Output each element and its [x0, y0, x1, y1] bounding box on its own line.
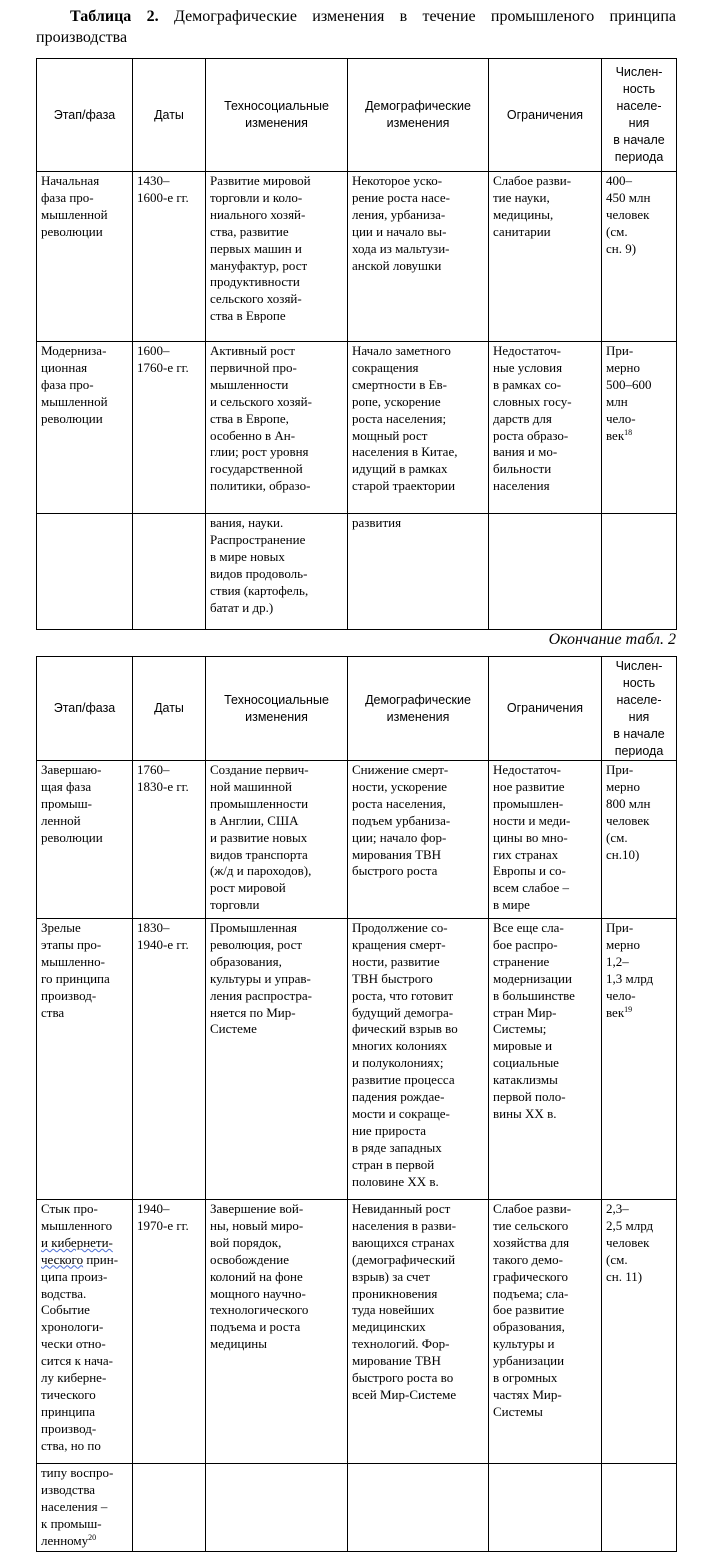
table-number: Таблица 2. [70, 8, 159, 25]
header-population: Числен- ность населе- ния в начале периода [602, 657, 677, 761]
cell-limitations: Недостаточ- ное развитие промышлен- ности и меди- цины во мно- гих странах Европы и со- всем слабое – в мире [489, 761, 602, 919]
cell-dates: 1830– 1940-е гг. [133, 919, 206, 1200]
cell-demographic: Снижение смерт- ности, ускорение роста населения, подъем урбаниза- ции; начало фор- мирования ТВН быстрого роста [348, 761, 489, 919]
footnote-ref: 18 [624, 427, 633, 437]
cell-dates: 1600– 1760-е гг. [133, 342, 206, 514]
spellcheck-underline: и кибернети- ческого [41, 1234, 113, 1267]
cell-limitations: Слабое разви- тие сельского хозяйства для такого демо- графического подъема; сла- бое развитие образования, культуры и урбанизации в огромных частях Мир- Системы [489, 1200, 602, 1464]
cell-population: При- мерно 1,2– 1,3 млрд чело- век$^{19}$ [602, 919, 677, 1200]
header-techno-social: Техносоциальные изменения [206, 59, 348, 172]
cell-population [602, 514, 677, 630]
cell-limitations [489, 1464, 602, 1552]
cell-phase: Зрелые этапы про- мышленно- го принципа производ- ства [37, 919, 133, 1200]
cell-population [602, 1464, 677, 1552]
table-title: Демографические изменения в течение промышленого принципа производства [36, 8, 676, 46]
cell-demographic: развития [348, 514, 489, 630]
cell-techno-social [206, 1464, 348, 1552]
table-row [37, 761, 677, 919]
cell-demographic: Продолжение со- кращения смерт- ности, развитие ТВН быстрого роста, что готовит будущий демогра- фический взрыв во многих колониях и полуколониях; развитие процесса падения рождае- мости и сокраще- ние прироста в ряде западных стран в первой половине XX в. [348, 919, 489, 1200]
header-phase: Этап/фаза [37, 657, 133, 761]
continuation-label: Окончание табл. 2 [548, 631, 676, 648]
cell-dates: 1940– 1970-е гг. [133, 1200, 206, 1464]
cell-population: При- мерно 500–600 млн чело- век$^{18}$ [602, 342, 677, 514]
cell-limitations [489, 514, 602, 630]
cell-population: 400– 450 млн человек (см. сн. 9) [602, 172, 677, 342]
table-row [37, 172, 677, 342]
table-header-row [37, 657, 677, 761]
header-phase: Этап/фаза [37, 59, 133, 172]
cell-limitations: Слабое разви- тие науки, медицины, санитарии [489, 172, 602, 342]
cell-dates [133, 1464, 206, 1552]
cell-techno-social: Активный рост первичной про- мышленности и сельского хозяй- ства в Европе, особенно в Ан- глии; рост уровня государственной политики, образо- [206, 342, 348, 514]
cell-population: При- мерно 800 млн человек (см. сн.10) [602, 761, 677, 919]
demography-table-part-1 [36, 58, 677, 630]
cell-limitations: Все еще сла- бое распро- странение модернизации в большинстве стран Мир- Системы; мировые и социальные катаклизмы первой поло- вины XX в. [489, 919, 602, 1200]
header-dates: Даты [133, 657, 206, 761]
table-header-row [37, 59, 677, 172]
cell-phase: Модерниза- ционная фаза про- мышленной революции [37, 342, 133, 514]
header-limitations: Ограничения [489, 59, 602, 172]
cell-techno-social: Создание первич- ной машинной промышленности в Англии, США и развитие новых видов транспорта (ж/д и пароходов), рост мировой торговли [206, 761, 348, 919]
cell-techno-social: Промышленная революция, рост образования, культуры и управ- ления распростра- няется по Мир- Системе [206, 919, 348, 1200]
cell-techno-social: Завершение вой- ны, новый миро- вой порядок, освобождение колоний на фоне мощного научно- технологического подъема и роста медицины [206, 1200, 348, 1464]
table-row-continuation [37, 514, 677, 630]
cell-demographic: Невиданный рост населения в разви- вающихся странах (демографический взрыв) за счет проникновения туда новейших медицинских технологий. Фор- мирование ТВН быстрого роста во всей Мир-Системе [348, 1200, 489, 1464]
cell-techno-social: вания, науки. Распространение в мире новых видов продоволь- ствия (картофель, батат и др.) [206, 514, 348, 630]
cell-limitations: Недостаточ- ные условия в рамках со- словных госу- дарств для роста образо- вания и мо- бильности населения [489, 342, 602, 514]
cell-demographic [348, 1464, 489, 1552]
table-row [37, 919, 677, 1200]
header-demographic: Демографические изменения [348, 657, 489, 761]
cell-demographic: Начало заметного сокращения смертности в Ев- ропе, ускорение роста населения; мощный рост населения в Китае, идущий в рамках старой траектории [348, 342, 489, 514]
cell-dates: 1430– 1600-е гг. [133, 172, 206, 342]
cell-population: 2,3– 2,5 млрд человек (см. сн. 11) [602, 1200, 677, 1464]
cell-phase [37, 514, 133, 630]
header-limitations: Ограничения [489, 657, 602, 761]
header-population: Числен- ность населе- ния в начале периода [602, 59, 677, 172]
header-demographic: Демографические изменения [348, 59, 489, 172]
footnote-ref: 20 [88, 1532, 97, 1542]
cell-phase: Стык про- мышленного и кибернети- ческого прин- ципа произ- водства. Событие хронологи- чески отно- сится к нача- лу киберне- тического принципа производ- ства, но по [37, 1200, 133, 1464]
cell-techno-social: Развитие мировой торговли и коло- ниального хозяй- ства, развитие первых машин и мануфактур, рост продуктивности сельского хозяй- ства в Европе [206, 172, 348, 342]
cell-phase: Завершаю- щая фаза промыш- ленной революции [37, 761, 133, 919]
cell-phase: типу воспро- изводства населения – к промыш- ленному$^{20}$ [37, 1464, 133, 1552]
demography-table-part-2 [36, 656, 677, 1552]
cell-dates: 1760– 1830-е гг. [133, 761, 206, 919]
header-techno-social: Техносоциальные изменения [206, 657, 348, 761]
cell-phase: Начальная фаза про- мышленной революции [37, 172, 133, 342]
table-row [37, 1200, 677, 1464]
table-row-continuation [37, 1464, 677, 1552]
cell-dates [133, 514, 206, 630]
cell-demographic: Некоторое уско- рение роста насе- ления, урбаниза- ции и начало вы- хода из мальтузи- анской ловушки [348, 172, 489, 342]
header-dates: Даты [133, 59, 206, 172]
footnote-ref: 19 [624, 1004, 633, 1014]
table-row [37, 342, 677, 514]
table-caption [36, 6, 676, 48]
